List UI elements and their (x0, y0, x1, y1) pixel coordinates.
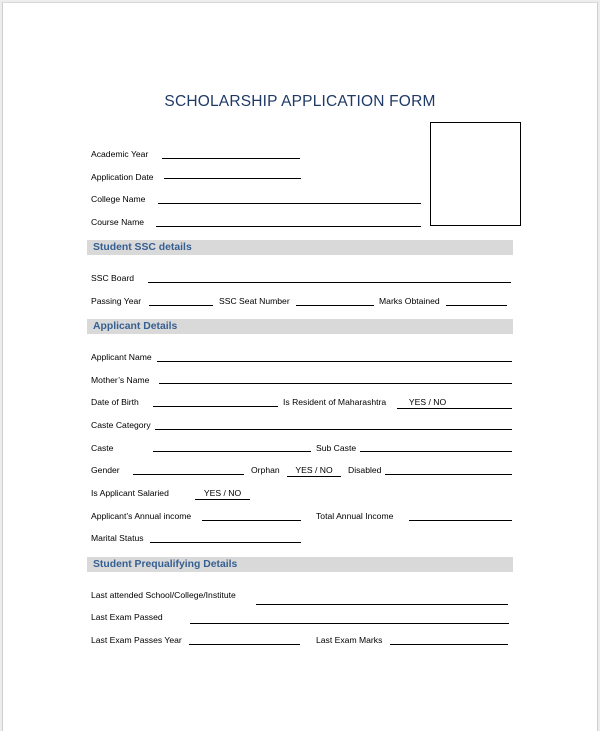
passing-year-field[interactable] (149, 305, 213, 306)
resident-yes-no[interactable]: YES / NO (397, 397, 458, 409)
form-page (2, 2, 598, 731)
salaried-label: Is Applicant Salaried (91, 488, 169, 498)
caste-label: Caste (91, 443, 114, 453)
academic-year-field[interactable] (162, 158, 300, 159)
college-name-label: College Name (91, 194, 146, 204)
last-exam-marks-label: Last Exam Marks (316, 635, 383, 645)
resident-field[interactable] (458, 408, 512, 409)
orphan-yes-no[interactable]: YES / NO (287, 465, 341, 477)
course-name-label: Course Name (91, 217, 145, 227)
photo-box (430, 122, 521, 226)
gender-label: Gender (91, 465, 120, 475)
ssc-board-field[interactable] (148, 282, 511, 283)
disabled-label: Disabled (348, 465, 382, 475)
passing-year-label: Passing Year (91, 296, 142, 306)
marital-status-field[interactable] (150, 542, 301, 543)
section-prequal-title: Student Prequalifying Details (93, 559, 238, 570)
seat-number-field[interactable] (296, 305, 374, 306)
application-date-field[interactable] (164, 178, 301, 179)
sub-caste-field[interactable] (360, 451, 512, 452)
applicant-name-label: Applicant Name (91, 352, 152, 362)
applicant-name-field[interactable] (157, 361, 512, 362)
resident-label: Is Resident of Maharashtra (283, 397, 387, 407)
caste-category-label: Caste Category (91, 420, 151, 430)
marks-obtained-label: Marks Obtained (379, 296, 440, 306)
dob-label: Date of Birth (91, 397, 139, 407)
mother-name-field[interactable] (159, 383, 512, 384)
last-institute-label: Last attended School/College/Institute (91, 590, 236, 600)
ssc-board-label: SSC Board (91, 273, 134, 283)
sub-caste-label: Sub Caste (316, 443, 357, 453)
last-exam-label: Last Exam Passed (91, 612, 163, 622)
caste-category-field[interactable] (155, 429, 512, 430)
seat-number-label: SSC Seat Number (219, 296, 290, 306)
section-applicant-header (87, 319, 513, 334)
gender-field[interactable] (133, 474, 244, 475)
total-income-label: Total Annual Income (316, 511, 394, 521)
last-exam-field[interactable] (190, 623, 509, 624)
last-exam-year-field[interactable] (189, 644, 300, 645)
marks-obtained-field[interactable] (446, 305, 507, 306)
total-income-field[interactable] (409, 520, 512, 521)
annual-income-label: Applicant’s Annual income (91, 511, 192, 521)
section-ssc-header (87, 240, 513, 255)
form-title: SCHOLARSHIP APPLICATION FORM (164, 93, 436, 110)
disabled-field[interactable] (385, 474, 512, 475)
last-exam-year-label: Last Exam Passes Year (91, 635, 182, 645)
caste-field[interactable] (153, 451, 311, 452)
section-prequal-header (87, 557, 513, 572)
annual-income-field[interactable] (202, 520, 301, 521)
application-date-label: Application Date (91, 172, 154, 182)
last-institute-field[interactable] (256, 604, 508, 605)
college-name-field[interactable] (158, 203, 421, 204)
last-exam-marks-field[interactable] (390, 644, 508, 645)
marital-status-label: Marital Status (91, 533, 144, 543)
section-applicant-title: Applicant Details (93, 321, 178, 332)
section-ssc-title: Student SSC details (93, 242, 192, 253)
course-name-field[interactable] (156, 226, 421, 227)
academic-year-label: Academic Year (91, 149, 149, 159)
orphan-label: Orphan (251, 465, 280, 475)
mother-name-label: Mother’s Name (91, 375, 150, 385)
dob-field[interactable] (153, 406, 278, 407)
salaried-yes-no[interactable]: YES / NO (195, 488, 250, 500)
